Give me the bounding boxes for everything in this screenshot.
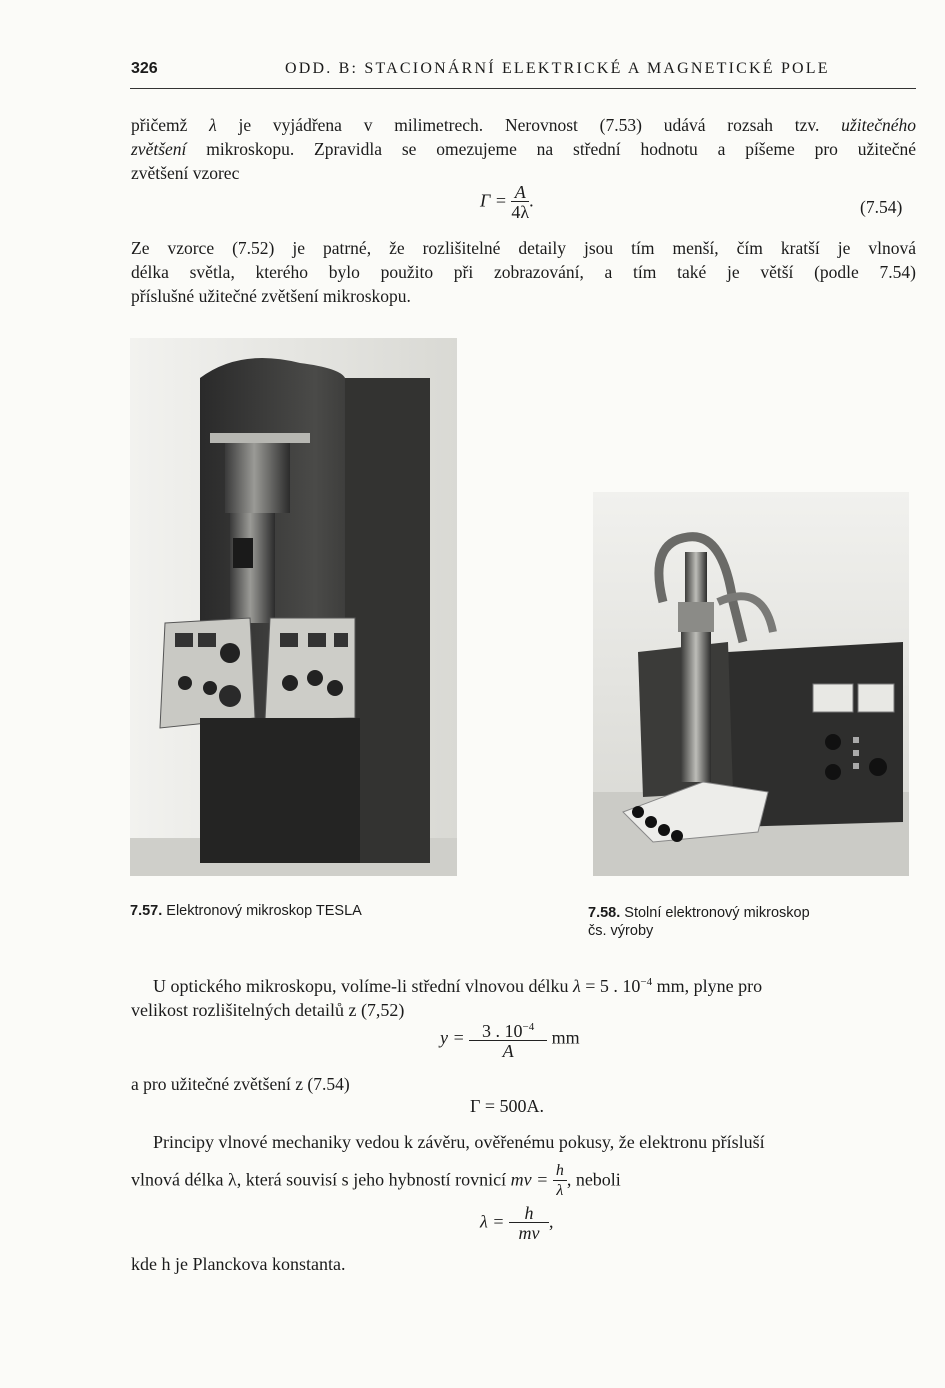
paragraph-intro-line-3: zvětšení vzorec [131,163,240,183]
page-number: 326 [131,60,158,77]
fraction-numerator: h [509,1204,549,1223]
text-run: přičemž [131,115,210,135]
emphasis-term: užitečného [841,115,916,135]
text-run: mikroskopu. Zpravidla se omezujeme na střední hodnotu a píšeme pro užitečné [186,139,916,159]
paragraph-optical-line-2: velikost rozlišitelných detailů z (7,52) [131,1000,405,1020]
paragraph-resolution-line-2: délka světla, kterého bylo použito při zobrazování, a tím také je větší (podle 7.54) [131,262,916,282]
paragraph-wave-mechanics-line-2 [131,1162,916,1201]
caption-figure-7-58 [588,904,810,940]
equation-lambda [480,1204,553,1243]
equation-gamma-500: Γ = 500A. [470,1096,545,1116]
inline-fraction [553,1162,567,1201]
equation-lhs: y = [440,1027,465,1048]
emphasis-term: zvětšení [131,139,187,159]
equation-number: (7.54) [860,197,903,217]
fraction-numerator: h [553,1162,567,1181]
figure-tesla-microscope-photo [130,338,457,876]
paragraph-wave-mechanics-line-1: Principy vlnové mechaniky vedou k závěru, ověřenému pokusy, že elektronu přísluší [153,1132,765,1152]
text-run: je vyjádřena v milimetrech. Nerovnost (7.53) udává rozsah tzv. [216,115,842,135]
numerator-base: 3 . 10 [482,1021,523,1041]
exponent: −4 [640,976,653,988]
inline-equation-lhs: mv = [510,1169,549,1190]
paragraph-intro [131,113,916,185]
paragraph-optical [131,970,916,1022]
unit: mm [551,1027,580,1048]
paragraph-resolution [131,236,916,308]
paragraph-wave-mechanics [131,1130,916,1201]
lambda-symbol: λ [209,115,217,135]
fraction-denominator: mv [518,1223,540,1243]
paragraph-planck: kde h je Planckova konstanta. [131,1254,346,1274]
tesla-microscope-illustration [130,338,457,876]
equation-tail: , [548,1211,554,1232]
text-run: U optického mikroskopu, volíme-li střední vlnovou délku [153,976,573,996]
fraction-numerator [469,1018,547,1041]
lambda-symbol: λ [572,976,581,996]
equation-y [440,1018,580,1061]
equation-7-54 [480,183,534,222]
figure-number: 7.58. [588,905,621,921]
running-head: ODD. B: STACIONÁRNÍ ELEKTRICKÉ A MAGNETICKÉ POLE [285,60,830,77]
caption-figure-7-57 [130,902,362,920]
fraction-denominator: λ [556,1182,564,1199]
caption-text: Elektronový mikroskop TESLA [166,903,362,919]
text-run: vlnová délka λ, která souvisí s jeho hybností rovnicí [131,1169,511,1190]
equation-tail: . [529,190,534,211]
paragraph-resolution-line-3: příslušné užitečné zvětšení mikroskopu. [131,286,411,306]
fraction-numerator: A [511,183,529,202]
paragraph-intro-line-2 [131,137,916,161]
caption-text: Stolní elektronový mikroskop [624,905,810,921]
caption-text-line-2: čs. výroby [588,923,654,939]
fraction [469,1018,547,1061]
text-run: mm, plyne pro [652,976,763,996]
fraction-denominator: 4λ [511,202,530,222]
paragraph-resolution-line-1: Ze vzorce (7.52) je patrné, že rozlišitelné detaily jsou tím menší, čím kratší je vlnová [131,238,916,258]
fraction-denominator: A [502,1041,514,1061]
text-run: , neboli [566,1169,621,1190]
paragraph-magnification: a pro užitečné zvětšení z (7.54) [131,1074,350,1094]
equation-lhs: Γ = [480,190,507,211]
text-run: = 5 . 10 [580,976,641,996]
header-rule [130,88,916,89]
paragraph-optical-line-1 [131,970,916,998]
tabletop-microscope-illustration [593,492,909,876]
figure-number: 7.57. [130,903,163,919]
figure-tabletop-microscope-photo [593,492,909,876]
paragraph-intro-line-1 [131,113,916,137]
exponent: −4 [522,1021,535,1033]
fraction [509,1204,549,1243]
fraction [511,183,529,222]
equation-lhs: λ = [480,1211,505,1232]
